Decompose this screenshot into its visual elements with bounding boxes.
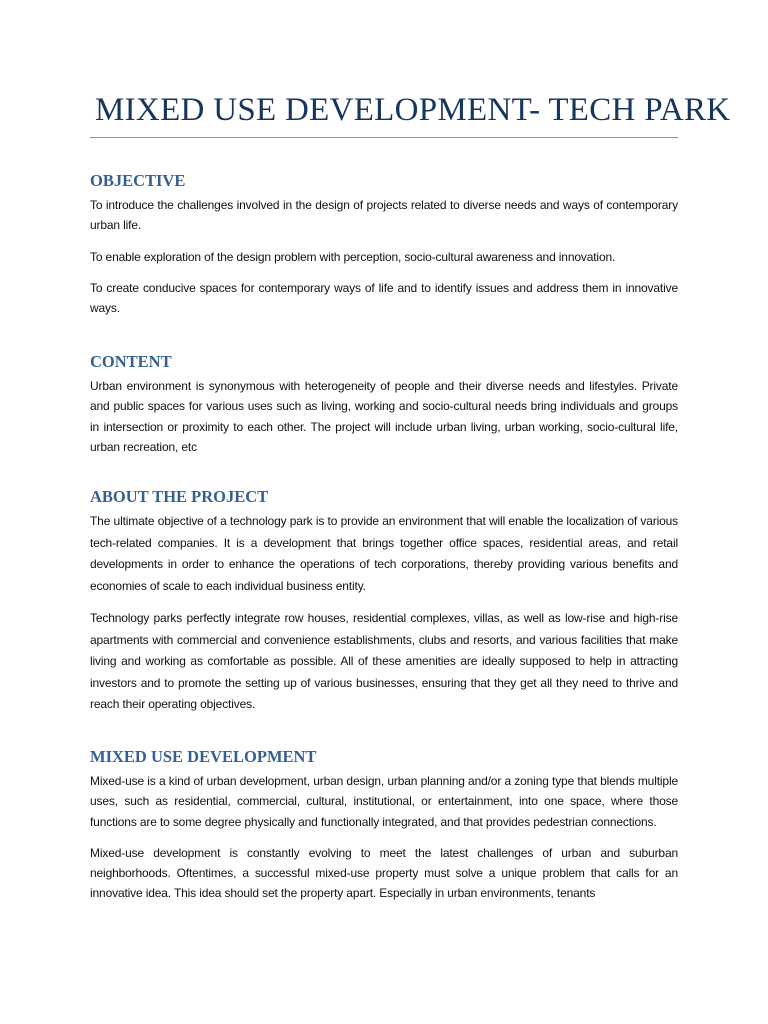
paragraph: To introduce the challenges involved in the design of projects related to diverse needs and ways of contemporary urban life.	[90, 198, 678, 233]
paragraph: To create conducive spaces for contemporary ways of life and to identify issues and address them in innovative ways.	[90, 280, 678, 316]
title-divider	[90, 137, 678, 138]
document-title: MIXED USE DEVELOPMENT- TECH PARK	[95, 92, 731, 128]
paragraph: Mixed-use is a kind of urban development, urban design, urban planning and/or a zoning type that blends multiple uses, such as residential, commercial, cultural, institutional, or entertainment, into one space, where those functions are to some degree physically and functionally integrated, and that provides pedestrian connections.	[90, 774, 678, 829]
paragraph: The ultimate objective of a technology park is to provide an environment that will enable the localization of various tech-related companies. It is a development that brings together office spaces, residential areas, and retail developments in order to enhance the operations of tech corporations, thereby providing various benefits and economies of scale to each individual business entity.	[90, 514, 678, 593]
section-heading: OBJECTIVE	[90, 171, 186, 190]
section-heading: MIXED USE DEVELOPMENT	[90, 747, 317, 766]
section-heading: ABOUT THE PROJECT	[90, 487, 269, 506]
paragraph: Mixed-use development is constantly evolving to meet the latest challenges of urban and suburban neighborhoods. Oftentimes, a successful mixed-use property must solve a unique problem that calls for an innovative idea. This idea should set the property apart. Especially in urban environments, tenants	[90, 845, 678, 901]
section-objective	[90, 170, 678, 329]
section-mixed-use	[90, 746, 678, 915]
section-heading: CONTENT	[90, 352, 172, 371]
paragraph: Technology parks perfectly integrate row houses, residential complexes, villas, as well as low-rise and high-rise apartments with commercial and convenience establishments, clubs and resorts, and various facilities that make living and working as comfortable as possible. All of these amenities are ideally supposed to help in attracting investors and to promote the setting up of various businesses, ensuring that they get all they need to thrive and reach their operating objectives.	[90, 611, 678, 711]
paragraph: To enable exploration of the design problem with perception, socio-cultural awareness and innovation.	[90, 249, 616, 264]
section-content	[90, 351, 678, 468]
section-about-project	[90, 486, 678, 727]
paragraph: Urban environment is synonymous with heterogeneity of people and their diverse needs and lifestyles. Private and public spaces for various uses such as living, working and socio-cultural needs bring individuals and groups in intersection or proximity to each other. The project will include urban living, urban working, socio-cultural life, urban recreation, etc	[90, 379, 678, 454]
